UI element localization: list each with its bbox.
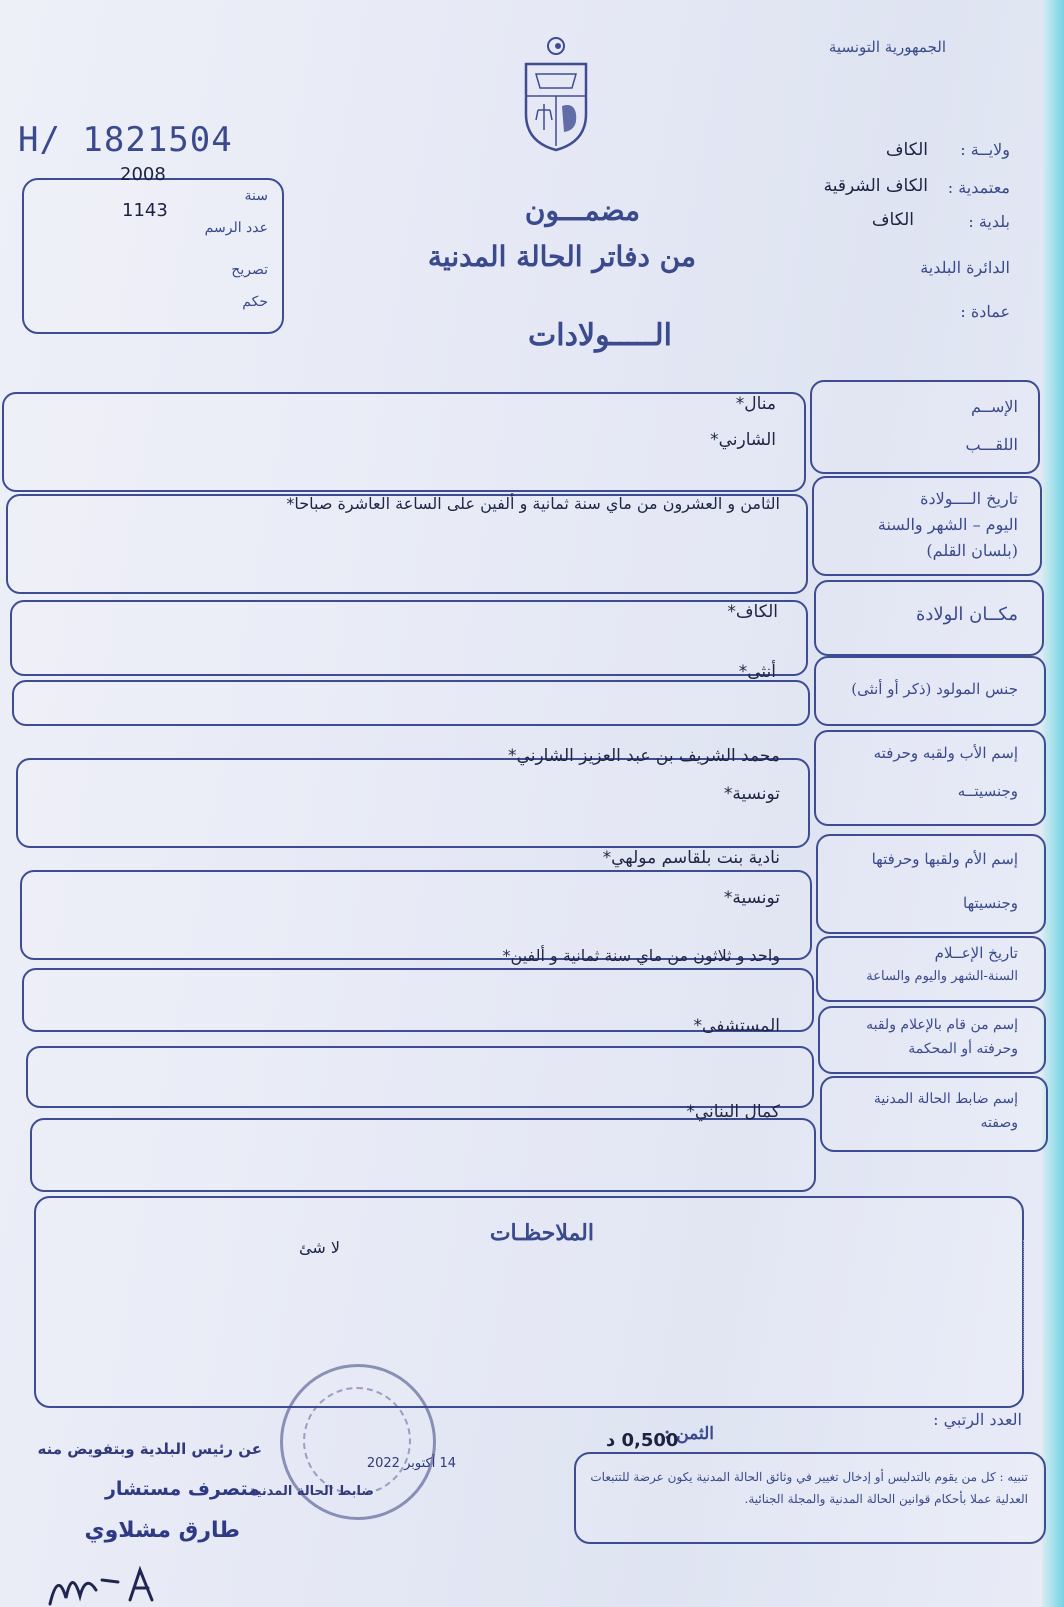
father-value: محمد الشريف بن عبد العزيز الشارني* xyxy=(508,746,780,766)
officer-sublabel: وصفته xyxy=(980,1115,1018,1131)
coat-of-arms-icon xyxy=(516,34,596,154)
signature-line-1: عن رئيس البلدية وبتفويض منه xyxy=(37,1440,262,1458)
father-nationality-value: تونسية* xyxy=(723,784,780,804)
mother-value: نادية بنت بلقاسم مولهي* xyxy=(602,848,780,868)
warning-text: تنبيه : كل من يقوم بالتدليس أو إدخال تغيير في وثائق الحالة المدنية يكون عرضة للتتبعات العدلية عملا بأحكام قوانين الحالة المدنية والمجلة الجنائية. xyxy=(590,1470,1028,1506)
register-year: 2008 xyxy=(120,164,166,185)
first-name-value: منال* xyxy=(735,394,776,414)
signature-line-2: ضابط الحالة المدنية xyxy=(248,1484,374,1499)
title-content: مضمـــون xyxy=(524,194,640,227)
serial-label: العدد الرتبي : xyxy=(933,1410,1022,1429)
wilaya-value: الكاف xyxy=(885,140,928,160)
mother-nationality-value: تونسية* xyxy=(723,888,780,908)
title-civil-registry: من دفاتر الحالة المدنية xyxy=(427,240,696,273)
officer-label: إسم ضابط الحالة المدنية xyxy=(873,1091,1018,1107)
signature-line-3: متصرف مستشار xyxy=(104,1478,260,1500)
signature-date: 14 أكتوبر 2022 xyxy=(366,1456,456,1471)
register-year-label: سنة xyxy=(244,188,268,204)
name-label: الإســم xyxy=(971,397,1018,416)
motamadia-label: معتمدية : xyxy=(947,178,1010,197)
declarant-value: المستشفى* xyxy=(693,1016,780,1036)
birth-place-value: الكاف* xyxy=(727,602,778,622)
birth-date-label: تاريخ الــــولادة xyxy=(920,489,1018,508)
title-births: الـــــولادات xyxy=(528,318,672,353)
father-label: إسم الأب ولقبه وحرفته xyxy=(873,744,1018,762)
sex-value-box xyxy=(12,680,810,726)
omada-label: عمادة : xyxy=(960,302,1010,321)
side-print-mark xyxy=(1023,1240,1038,1370)
birth-place-label: مكــان الولادة xyxy=(915,604,1018,625)
declaration-date-label: تاريخ الإعــلام xyxy=(934,944,1018,962)
birth-date-sublabel: اليوم – الشهر والسنة xyxy=(877,515,1018,534)
surname-label: اللقـــب xyxy=(965,435,1018,454)
name-value-box xyxy=(2,392,806,492)
mother-label: إسم الأم ولقبها وحرفتها xyxy=(871,850,1018,868)
wilaya-label: ولايــة : xyxy=(960,140,1010,159)
daira-label: الدائرة البلدية xyxy=(920,258,1010,277)
father-value-box xyxy=(16,758,810,848)
surname-value: الشارني* xyxy=(710,430,776,450)
motamadia-value: الكاف الشرقية xyxy=(823,176,928,196)
declaration-label: تصريح xyxy=(231,262,268,278)
sex-value: أنثى* xyxy=(738,662,776,682)
register-number: 1143 xyxy=(122,200,168,221)
price-value: 0,500 د xyxy=(606,1430,679,1451)
baladia-value: الكاف xyxy=(871,210,914,230)
officer-value: كمال البناني* xyxy=(686,1102,780,1122)
birth-date-note: (بلسان القلم) xyxy=(926,541,1018,560)
declaration-date-value: واحد و ثلاثون من ماي سنة ثمانية و ألفين* xyxy=(502,946,780,965)
birth-date-value: الثامن و العشرون من ماي سنة ثمانية و ألفين على الساعة العاشرة صباحا* xyxy=(286,494,780,513)
signature-name: طارق مشلاوي xyxy=(84,1518,240,1543)
republic-header: الجمهورية التونسية xyxy=(828,38,946,56)
mother-sublabel: وجنسيتها xyxy=(963,894,1018,912)
baladia-label: بلدية : xyxy=(968,212,1010,231)
register-number-label: عدد الرسم xyxy=(204,220,268,236)
price-label: الثمن : xyxy=(664,1424,714,1444)
declarant-sublabel: وحرفته أو المحكمة xyxy=(908,1041,1018,1057)
birth-place-value-box xyxy=(10,600,808,676)
officer-value-box xyxy=(30,1118,816,1192)
declaration-date-sublabel: السنة-الشهر واليوم والساعة xyxy=(866,969,1018,984)
notes-value: لا شئ xyxy=(299,1238,340,1257)
declarant-label: إسم من قام بالإعلام ولقبه xyxy=(866,1017,1018,1033)
father-sublabel: وجنسيتــه xyxy=(957,782,1018,800)
notes-title: الملاحظـات xyxy=(489,1220,594,1246)
sex-label: جنس المولود (ذكر أو أنثى) xyxy=(851,680,1018,698)
judgment-label: حكم xyxy=(242,294,268,310)
handwritten-signature-icon xyxy=(40,1560,180,1606)
serial-number: H/ 1821504 xyxy=(18,120,233,160)
